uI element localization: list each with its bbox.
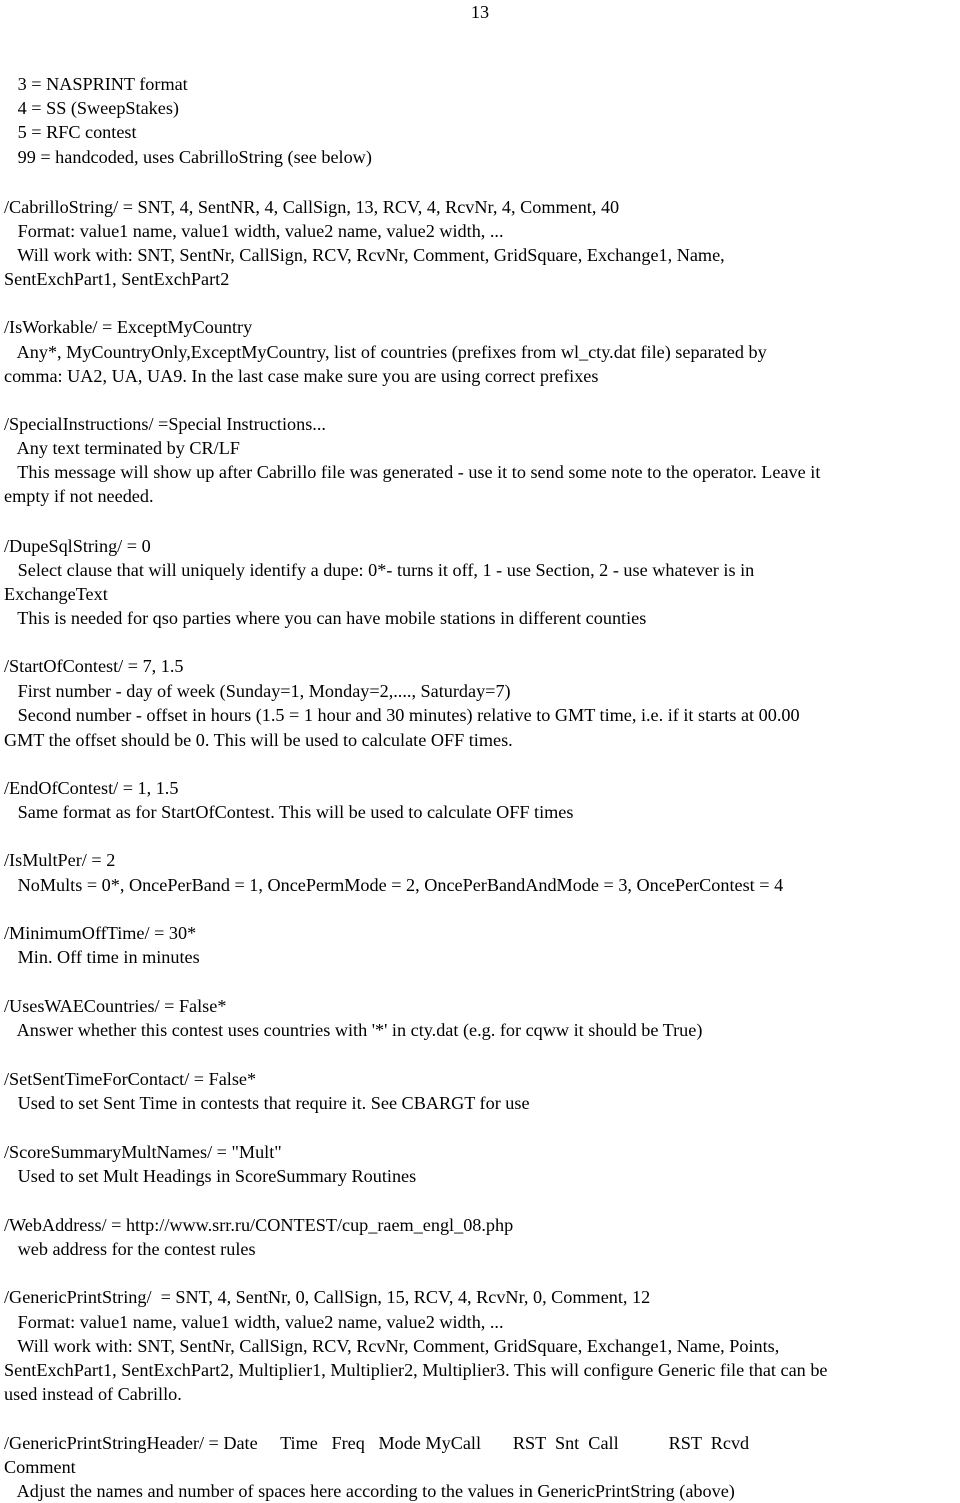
text-line: /CabrilloString/ = SNT, 4, SentNR, 4, CallSign, 13, RCV, 4, RcvNr, 4, Comment, 40 bbox=[4, 197, 620, 217]
text-line: /IsMultPer/ = 2 bbox=[4, 850, 116, 870]
text-line: NoMults = 0*, OncePerBand = 1, OncePermMode = 2, OncePerBandAndMode = 3, OncePerContest = 4 bbox=[4, 875, 784, 895]
text-line: Format: value1 name, value1 width, value2 name, value2 width, ... bbox=[4, 1312, 504, 1332]
text-line: This is needed for qso parties where you can have mobile stations in different counties bbox=[4, 608, 647, 628]
text-line: GMT the offset should be 0. This will be used to calculate OFF times. bbox=[4, 730, 513, 750]
text-line: /DupeSqlString/ = 0 bbox=[4, 536, 151, 556]
text-line: /MinimumOffTime/ = 30* bbox=[4, 923, 197, 943]
text-line: 5 = RFC contest bbox=[4, 122, 137, 142]
text-line: /SetSentTimeForContact/ = False* bbox=[4, 1069, 257, 1089]
text-line: This message will show up after Cabrillo file was generated - use it to send some note to the operator. Leave it bbox=[4, 462, 821, 482]
text-line: used instead of Cabrillo. bbox=[4, 1384, 182, 1404]
text-line: /GenericPrintStringHeader/ = Date Time Freq Mode MyCall RST Snt Call RST Rcvd bbox=[4, 1433, 750, 1453]
text-line: ExchangeText bbox=[4, 584, 108, 604]
text-line: /ScoreSummaryMultNames/ = "Mult" bbox=[4, 1142, 282, 1162]
text-line: /EndOfContest/ = 1, 1.5 bbox=[4, 778, 179, 798]
text-line: /StartOfContest/ = 7, 1.5 bbox=[4, 656, 184, 676]
text-line: /WebAddress/ = http://www.srr.ru/CONTEST/cup_raem_engl_08.php bbox=[4, 1215, 514, 1235]
text-line: Used to set Sent Time in contests that require it. See CBARGT for use bbox=[4, 1093, 530, 1113]
text-line: 4 = SS (SweepStakes) bbox=[4, 98, 179, 118]
text-line: web address for the contest rules bbox=[4, 1239, 256, 1259]
text-line: /GenericPrintString/ = SNT, 4, SentNr, 0, CallSign, 15, RCV, 4, RcvNr, 0, Comment, 12 bbox=[4, 1287, 651, 1307]
text-line: 3 = NASPRINT format bbox=[4, 74, 188, 94]
text-line: Used to set Mult Headings in ScoreSummary Routines bbox=[4, 1166, 417, 1186]
page-number: 13 bbox=[470, 2, 490, 22]
text-line: Select clause that will uniquely identify a dupe: 0*- turns it off, 1 - use Section, 2 - use whatever is in bbox=[4, 560, 755, 580]
text-line: /SpecialInstructions/ =Special Instructions... bbox=[4, 414, 326, 434]
text-line: Same format as for StartOfContest. This will be used to calculate OFF times bbox=[4, 802, 574, 822]
text-line: /IsWorkable/ = ExceptMyCountry bbox=[4, 317, 253, 337]
text-line: empty if not needed. bbox=[4, 486, 154, 506]
text-line: Adjust the names and number of spaces here according to the values in GenericPrintString (above) bbox=[4, 1481, 735, 1501]
text-line: Min. Off time in minutes bbox=[4, 947, 200, 967]
text-line: Any text terminated by CR/LF bbox=[4, 438, 240, 458]
text-line: First number - day of week (Sunday=1, Monday=2,...., Saturday=7) bbox=[4, 681, 511, 701]
text-line: Will work with: SNT, SentNr, CallSign, RCV, RcvNr, Comment, GridSquare, Exchange1, Name, bbox=[4, 245, 725, 265]
text-line: 99 = handcoded, uses CabrilloString (see below) bbox=[4, 147, 372, 167]
text-line: Comment bbox=[4, 1457, 76, 1477]
text-line: comma: UA2, UA, UA9. In the last case make sure you are using correct prefixes bbox=[4, 366, 599, 386]
text-line: Second number - offset in hours (1.5 = 1 hour and 30 minutes) relative to GMT time, i.e. if it starts at 00.00 bbox=[4, 705, 800, 725]
text-line: Format: value1 name, value1 width, value2 name, value2 width, ... bbox=[4, 221, 504, 241]
text-line: SentExchPart1, SentExchPart2 bbox=[4, 269, 230, 289]
text-line: Answer whether this contest uses countries with '*' in cty.dat (e.g. for cqww it should be True) bbox=[4, 1020, 703, 1040]
text-line: Any*, MyCountryOnly,ExceptMyCountry, list of countries (prefixes from wl_cty.dat file) separated by bbox=[4, 342, 767, 362]
text-line: SentExchPart1, SentExchPart2, Multiplier1, Multiplier2, Multiplier3. This will configure Generic file that can be bbox=[4, 1360, 828, 1380]
text-line: /UsesWAECountries/ = False* bbox=[4, 996, 227, 1016]
text-line: Will work with: SNT, SentNr, CallSign, RCV, RcvNr, Comment, GridSquare, Exchange1, Name, Points, bbox=[4, 1336, 780, 1356]
